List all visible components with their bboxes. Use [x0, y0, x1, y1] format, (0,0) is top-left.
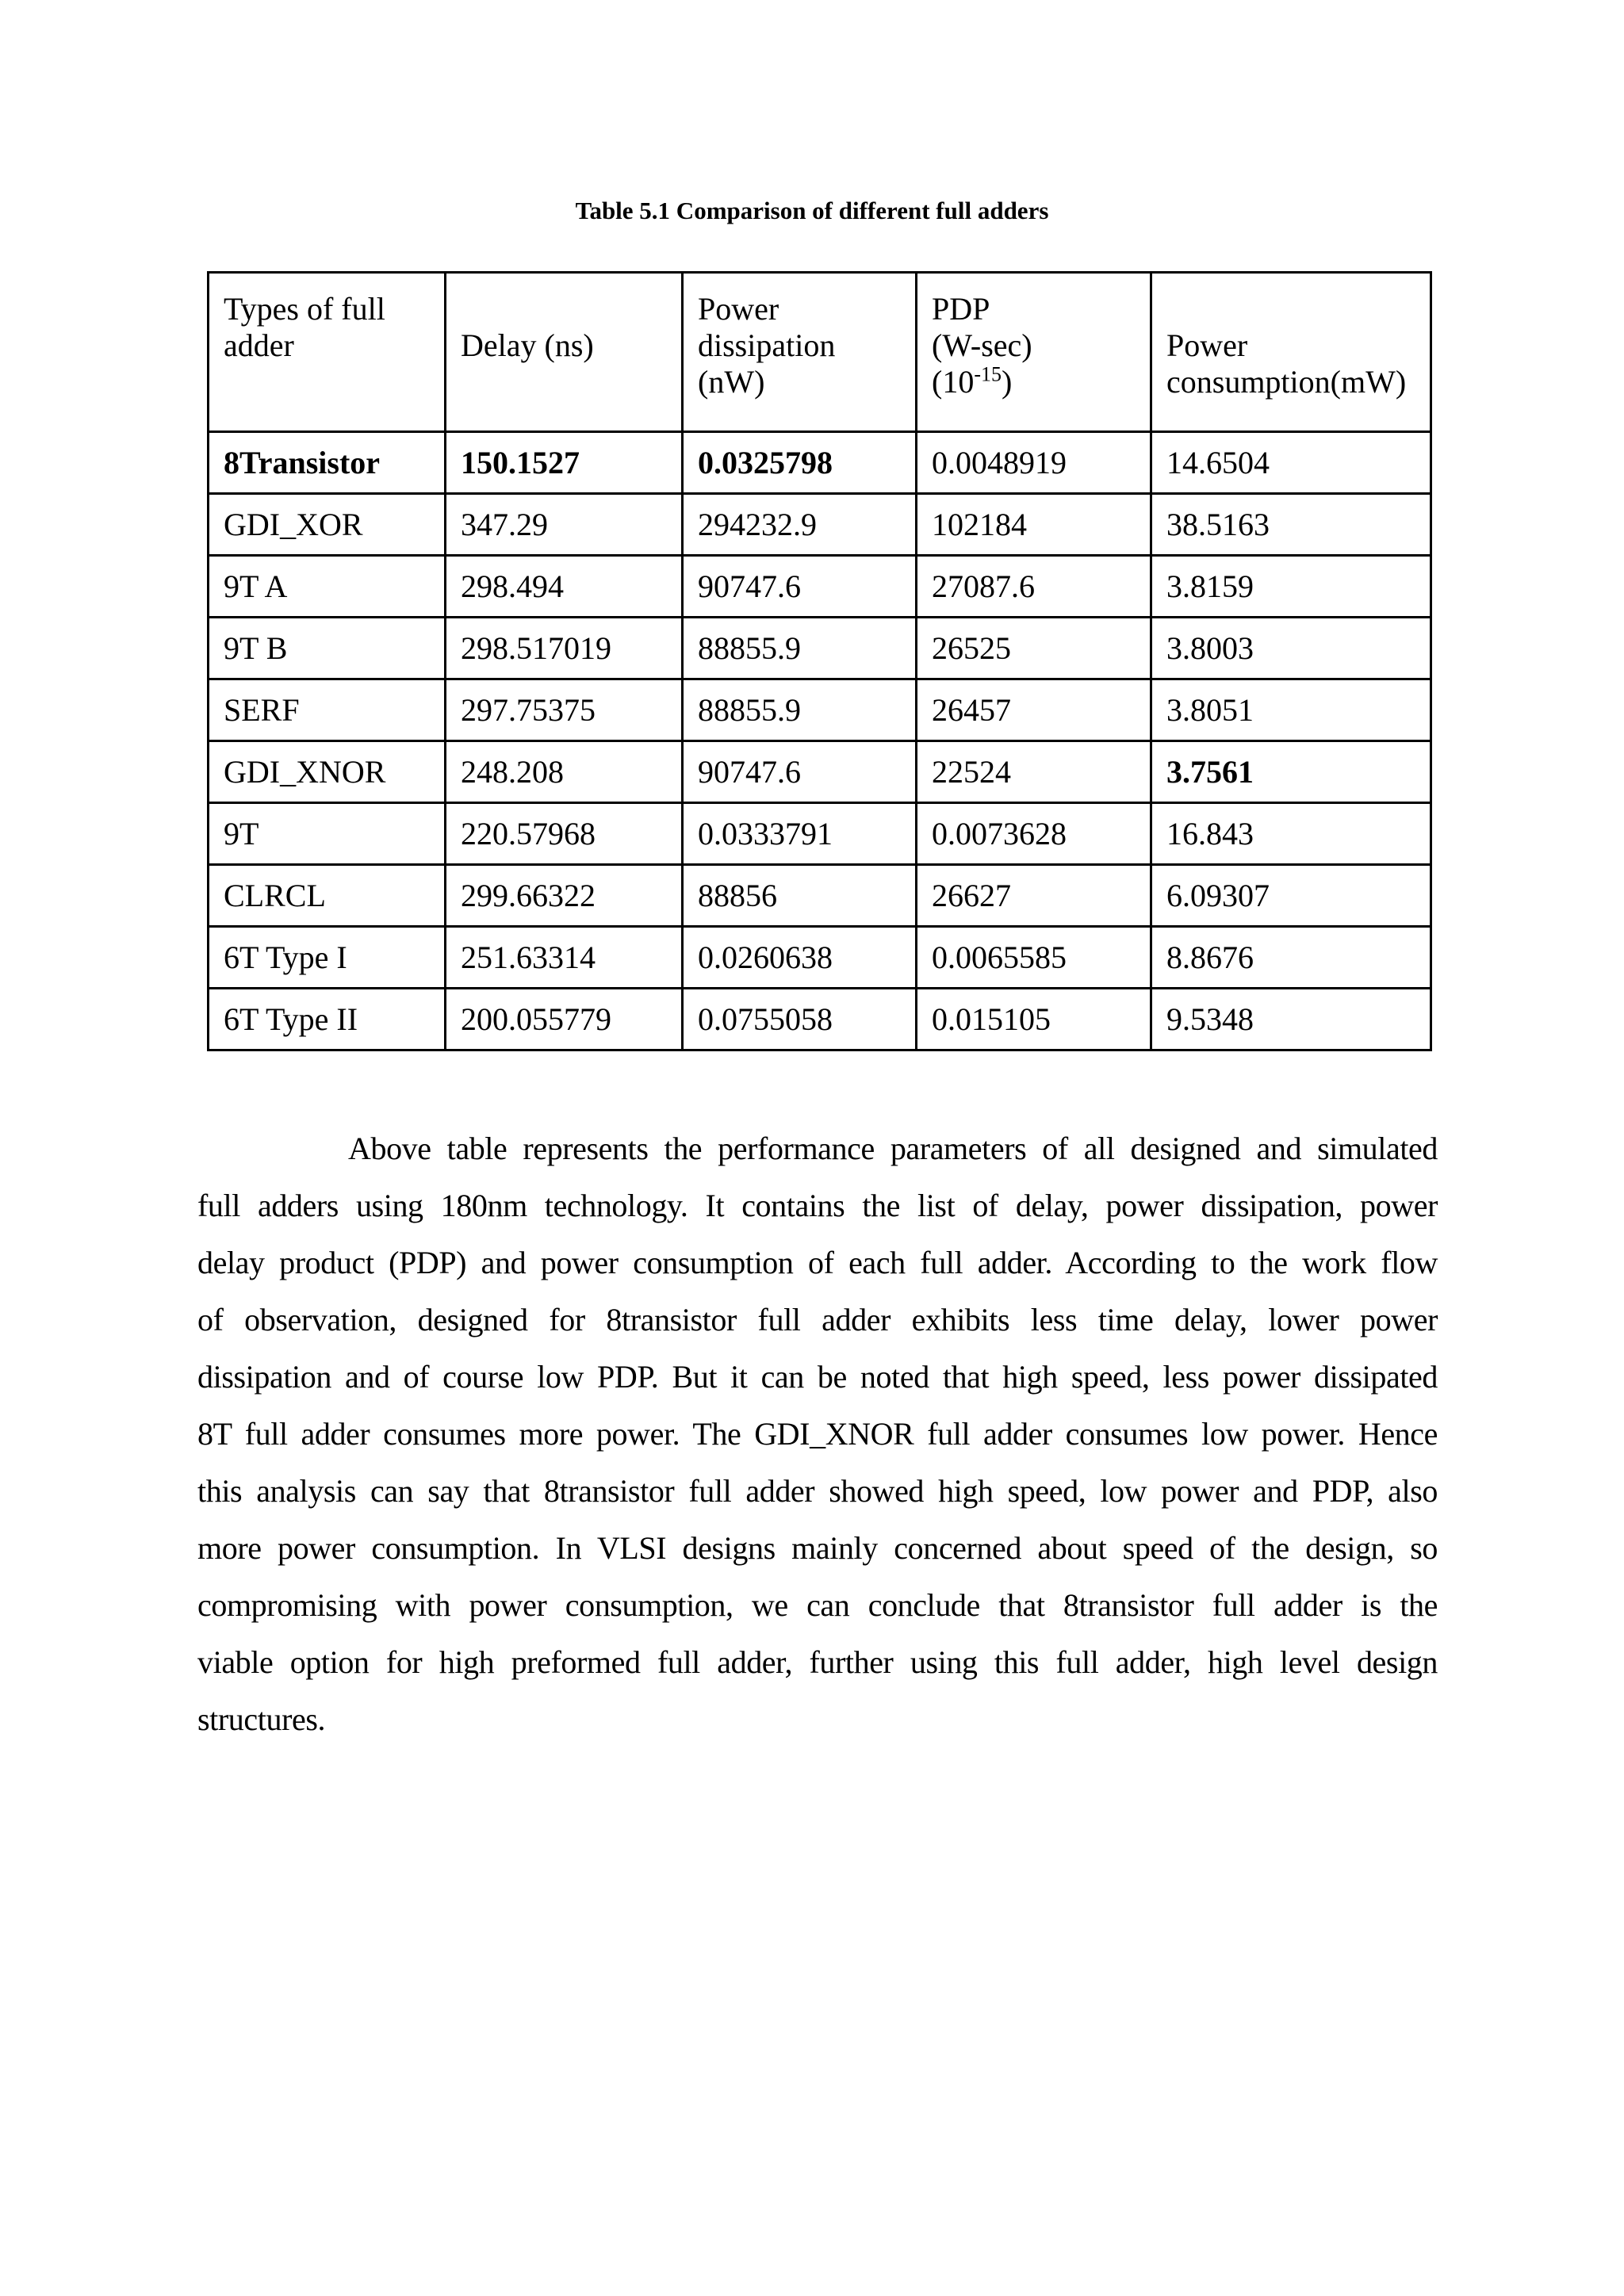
table-row — [209, 556, 1431, 618]
cell-power-dissipation: 88856 — [683, 865, 917, 927]
cell-power-consumption: 16.843 — [1151, 803, 1431, 865]
cell-type: 9T — [209, 803, 446, 865]
header-delay: Delay (ns) — [446, 273, 683, 432]
cell-power-consumption: 8.8676 — [1151, 927, 1431, 989]
table-row — [209, 927, 1431, 989]
header-power-dissipation: Power dissipation (nW) — [683, 273, 917, 432]
cell-pdp: 0.0048919 — [917, 432, 1151, 494]
cell-delay: 248.208 — [446, 741, 683, 803]
cell-pdp: 22524 — [917, 741, 1151, 803]
body-paragraph: Above table represents the performance parameters of all designed and simulated full adders using 180nm technology. It contains the list of delay, power dissipation, power delay product (PDP) and power consumption of each full adder. According to the work flow of observation, designed for 8transistor full adder exhibits less time delay, lower power dissipation and of course low PDP. But it can be noted that high speed, less power dissipated 8T full adder consumes more power. The GDI_XNOR full adder consumes low power. Hence this analysis can say that 8transistor full adder showed high speed, low power and PDP, also more power consumption. In VLSI designs mainly concerned about speed of the design, so compromising with power consumption, we can conclude that 8transistor full adder is the viable option for high preformed full adder, further using this full adder, high level design structures. — [197, 1131, 1438, 1737]
cell-power-consumption: 3.8003 — [1151, 618, 1431, 679]
table-caption: Table 5.1 Comparison of different full adders — [575, 197, 1049, 224]
cell-power-dissipation: 0.0260638 — [683, 927, 917, 989]
header-type: Types of full adder — [209, 273, 446, 432]
cell-delay: 298.517019 — [446, 618, 683, 679]
table-row — [209, 494, 1431, 556]
header-pdp-line1: PDP — [932, 291, 990, 327]
cell-delay: 150.1527 — [446, 432, 683, 494]
table-row — [209, 618, 1431, 679]
cell-delay: 299.66322 — [446, 865, 683, 927]
cell-pdp: 26627 — [917, 865, 1151, 927]
cell-power-dissipation: 0.0755058 — [683, 989, 917, 1050]
cell-pdp: 0.0073628 — [917, 803, 1151, 865]
cell-type: CLRCL — [209, 865, 446, 927]
cell-delay: 220.57968 — [446, 803, 683, 865]
cell-pdp: 26457 — [917, 679, 1151, 741]
cell-delay: 347.29 — [446, 494, 683, 556]
cell-power-consumption: 14.6504 — [1151, 432, 1431, 494]
cell-power-consumption: 6.09307 — [1151, 865, 1431, 927]
cell-power-consumption: 9.5348 — [1151, 989, 1431, 1050]
cell-pdp: 102184 — [917, 494, 1151, 556]
cell-power-dissipation: 0.0333791 — [683, 803, 917, 865]
cell-power-dissipation: 90747.6 — [683, 741, 917, 803]
header-power-consumption: Power consumption(mW) — [1151, 273, 1431, 432]
cell-delay: 200.055779 — [446, 989, 683, 1050]
cell-power-consumption: 3.7561 — [1151, 741, 1431, 803]
header-pdp-line3: $(10^{-15})$ — [932, 362, 1013, 400]
cell-pdp: 0.015105 — [917, 989, 1151, 1050]
header-pdp — [917, 273, 1151, 432]
table-row — [209, 679, 1431, 741]
cell-pdp: 0.0065585 — [917, 927, 1151, 989]
full-adder-comparison-table — [207, 271, 1432, 1051]
cell-power-consumption: 38.5163 — [1151, 494, 1431, 556]
cell-type: 9T A — [209, 556, 446, 618]
table-row — [209, 989, 1431, 1050]
cell-delay: 298.494 — [446, 556, 683, 618]
cell-type: 6T Type I — [209, 927, 446, 989]
cell-power-dissipation: 294232.9 — [683, 494, 917, 556]
cell-delay: 251.63314 — [446, 927, 683, 989]
header-pdp-line2: (W-sec) — [932, 327, 1032, 363]
table-row — [209, 803, 1431, 865]
cell-pdp: 26525 — [917, 618, 1151, 679]
cell-type: 6T Type II — [209, 989, 446, 1050]
cell-delay: 297.75375 — [446, 679, 683, 741]
cell-power-dissipation: 88855.9 — [683, 618, 917, 679]
cell-power-dissipation: 88855.9 — [683, 679, 917, 741]
cell-type: 8Transistor — [209, 432, 446, 494]
table-row — [209, 865, 1431, 927]
cell-type: SERF — [209, 679, 446, 741]
cell-power-consumption: 3.8159 — [1151, 556, 1431, 618]
table-header-row — [209, 273, 1431, 432]
cell-power-dissipation: 90747.6 — [683, 556, 917, 618]
cell-pdp: 27087.6 — [917, 556, 1151, 618]
cell-type: GDI_XOR — [209, 494, 446, 556]
cell-power-dissipation: 0.0325798 — [683, 432, 917, 494]
cell-power-consumption: 3.8051 — [1151, 679, 1431, 741]
table-row — [209, 741, 1431, 803]
table-row — [209, 432, 1431, 494]
cell-type: 9T B — [209, 618, 446, 679]
cell-type: GDI_XNOR — [209, 741, 446, 803]
